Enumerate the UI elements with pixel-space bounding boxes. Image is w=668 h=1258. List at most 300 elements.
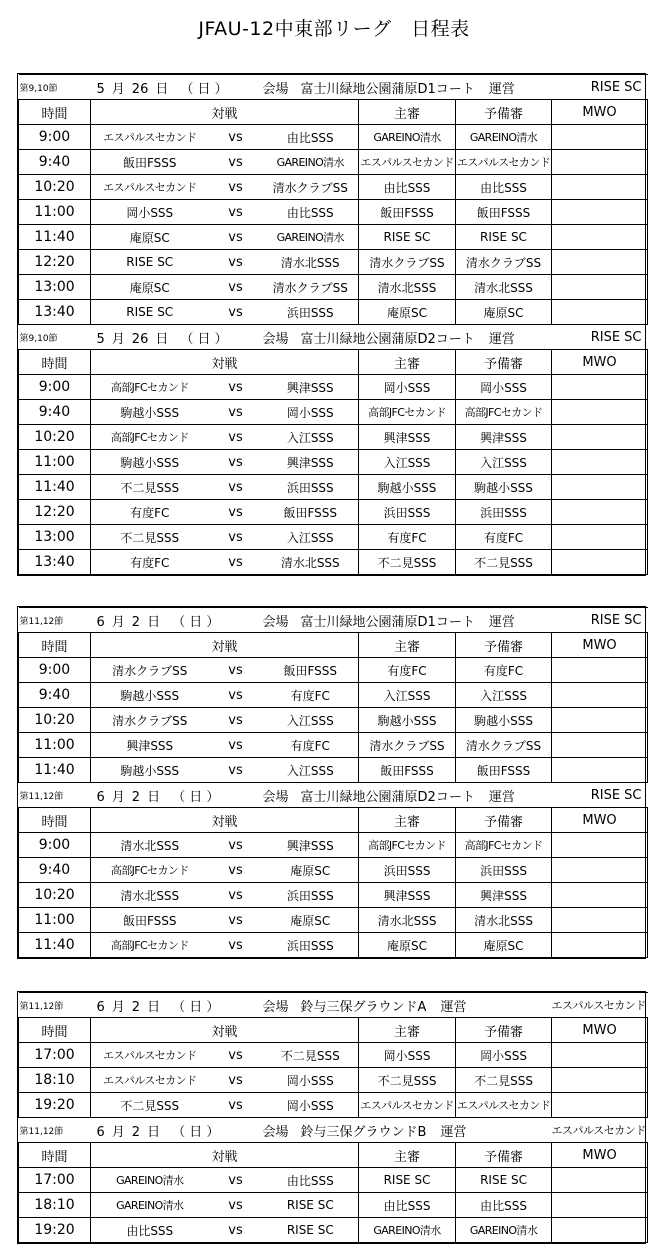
referee: 清水北SSS [359,275,456,300]
match-row [19,400,648,425]
reserve-referee: GAREINO清水 [456,125,552,150]
referee: 高部JFCセカンド [359,400,456,425]
mwo-cell [552,200,648,225]
round-label: 第11,12節 [19,608,91,633]
date-day-label: 日 [155,331,169,347]
mwo-cell [552,225,648,250]
vs-label: vs [209,758,263,783]
date-month: 6 [96,999,105,1015]
away-team: 清水クラブSS [263,175,359,200]
home-team: 由比SSS [91,1218,209,1243]
column-header-mwo: MWO [552,633,648,658]
date-weekday: （ 日 ） [172,614,220,630]
away-team: 由比SSS [263,1168,359,1193]
vs-label: vs [209,225,263,250]
match-time: 11:00 [19,733,91,758]
match-time: 9:00 [19,833,91,858]
mwo-cell [552,525,648,550]
match-time: 19:20 [19,1218,91,1243]
schedule-block-june-miho [17,991,646,1244]
reserve-referee: RISE SC [456,225,552,250]
vs-label: vs [209,1168,263,1193]
reserve-referee: 不二見SSS [456,1068,552,1093]
column-header-mwo: MWO [552,100,648,125]
home-team: 清水北SSS [91,833,209,858]
vs-label: vs [209,1093,263,1118]
away-team: 清水北SSS [263,550,359,575]
away-team: 庵原SC [263,908,359,933]
date-day: 2 [131,999,141,1015]
match-row [19,375,648,400]
mwo-cell [552,833,648,858]
referee: 岡小SSS [359,1043,456,1068]
vs-label: vs [209,550,263,575]
section-header [19,783,648,808]
reserve-referee: 庵原SC [456,300,552,325]
column-header-reserve: 予備審 [456,350,552,375]
manager-label: 運営 [488,614,515,630]
match-time: 11:40 [19,758,91,783]
mwo-cell [552,1068,648,1093]
home-team: 庵原SC [91,275,209,300]
date-day-label: 日 [147,614,161,630]
home-team: 高部JFCセカンド [91,933,209,958]
mwo-cell [552,683,648,708]
away-team: 興津SSS [263,833,359,858]
mwo-cell [552,1218,648,1243]
venue-name: 富士川緑地公園蒲原D2コート [300,331,475,347]
mwo-cell [552,933,648,958]
date-month: 5 [96,81,105,97]
vs-label: vs [209,450,263,475]
match-time: 17:00 [19,1168,91,1193]
mwo-cell [552,375,648,400]
home-team: 駒越小SSS [91,450,209,475]
away-team: 有度FC [263,733,359,758]
column-header-referee: 主審 [359,350,456,375]
referee: エスパルスセカンド [359,1093,456,1118]
match-row [19,1068,648,1093]
vs-label: vs [209,525,263,550]
referee: 不二見SSS [359,550,456,575]
match-row [19,1043,648,1068]
match-row [19,858,648,883]
match-row [19,683,648,708]
reserve-referee: 庵原SC [456,933,552,958]
home-team: 清水クラブSS [91,658,209,683]
referee: 有度FC [359,525,456,550]
manager-name: RISE SC [552,325,648,350]
mwo-cell [552,908,648,933]
mwo-cell [552,250,648,275]
reserve-referee: 由比SSS [456,1193,552,1218]
match-time: 18:10 [19,1068,91,1093]
away-team: 由比SSS [263,200,359,225]
match-time: 11:00 [19,450,91,475]
away-team: 浜田SSS [263,475,359,500]
reserve-referee: 高部JFCセカンド [456,400,552,425]
column-header-time: 時間 [19,808,91,833]
match-time: 19:20 [19,1093,91,1118]
mwo-cell [552,758,648,783]
referee: RISE SC [359,225,456,250]
home-team: 飯田FSSS [91,150,209,175]
match-time: 9:00 [19,125,91,150]
venue-label: 会場 [262,331,289,347]
match-time: 10:20 [19,175,91,200]
venue-label: 会場 [262,999,289,1015]
referee: エスパルスセカンド [359,150,456,175]
match-row [19,908,648,933]
round-label: 第11,12節 [19,783,91,808]
date-day-label: 日 [155,81,169,97]
column-header-row [19,633,648,658]
mwo-cell [552,1168,648,1193]
column-header-time: 時間 [19,633,91,658]
date-month-label: 月 [111,1124,125,1140]
vs-label: vs [209,475,263,500]
column-header-reserve: 予備審 [456,808,552,833]
match-row [19,1168,648,1193]
venue-label: 会場 [262,789,289,805]
reserve-referee: エスパルスセカンド [456,1093,552,1118]
vs-label: vs [209,908,263,933]
mwo-cell [552,125,648,150]
away-team: 浜田SSS [263,933,359,958]
home-team: エスパルスセカンド [91,125,209,150]
reserve-referee: 清水北SSS [456,908,552,933]
date-weekday: （ 日 ） [172,999,220,1015]
date-label [91,325,263,350]
referee: 浜田SSS [359,500,456,525]
match-time: 9:00 [19,658,91,683]
venue [263,608,552,633]
away-team: 興津SSS [263,375,359,400]
match-time: 11:40 [19,475,91,500]
venue [263,75,552,100]
column-header-match: 対戦 [91,1018,359,1043]
match-row [19,275,648,300]
away-team: 清水クラブSS [263,275,359,300]
match-row [19,300,648,325]
date-day: 26 [131,331,149,347]
vs-label: vs [209,858,263,883]
column-header-time: 時間 [19,1018,91,1043]
venue [263,993,552,1018]
home-team: 不二見SSS [91,525,209,550]
column-header-match: 対戦 [91,350,359,375]
column-header-mwo: MWO [552,1018,648,1043]
reserve-referee: 岡小SSS [456,375,552,400]
referee: RISE SC [359,1168,456,1193]
match-time: 9:40 [19,150,91,175]
venue [263,1118,552,1143]
date-month: 5 [96,331,105,347]
away-team: 岡小SSS [263,400,359,425]
away-team: 浜田SSS [263,883,359,908]
column-header-reserve: 予備審 [456,1143,552,1168]
column-header-referee: 主審 [359,633,456,658]
manager-name: RISE SC [552,783,648,808]
column-header-row [19,100,648,125]
mwo-cell [552,858,648,883]
match-time: 12:20 [19,250,91,275]
vs-label: vs [209,833,263,858]
home-team: 駒越小SSS [91,400,209,425]
referee: 有度FC [359,658,456,683]
match-row [19,200,648,225]
vs-label: vs [209,250,263,275]
match-row [19,125,648,150]
venue-name: 富士川緑地公園蒲原D2コート [300,789,475,805]
away-team: GAREINO清水 [263,225,359,250]
date-label [91,783,263,808]
match-time: 17:00 [19,1043,91,1068]
date-month-label: 月 [111,614,125,630]
vs-label: vs [209,683,263,708]
home-team: 駒越小SSS [91,758,209,783]
date-day-label: 日 [147,999,161,1015]
match-time: 12:20 [19,500,91,525]
referee: 清水クラブSS [359,250,456,275]
match-row [19,500,648,525]
match-time: 11:40 [19,225,91,250]
column-header-match: 対戦 [91,633,359,658]
date-day: 2 [131,789,141,805]
match-time: 13:00 [19,525,91,550]
match-row [19,225,648,250]
home-team: RISE SC [91,250,209,275]
venue-name: 鈴与三保グラウンドB [300,1124,427,1140]
mwo-cell [552,733,648,758]
referee: 入江SSS [359,683,456,708]
home-team: 高部JFCセカンド [91,858,209,883]
column-header-row [19,808,648,833]
match-row [19,1093,648,1118]
home-team: 庵原SC [91,225,209,250]
match-row [19,1218,648,1243]
column-header-referee: 主審 [359,1143,456,1168]
match-time: 13:40 [19,550,91,575]
date-month-label: 月 [111,331,125,347]
match-time: 10:20 [19,425,91,450]
venue-name: 鈴与三保グラウンドA [300,999,427,1015]
reserve-referee: 興津SSS [456,883,552,908]
reserve-referee: GAREINO清水 [456,1218,552,1243]
vs-label: vs [209,1218,263,1243]
mwo-cell [552,708,648,733]
referee: 入江SSS [359,450,456,475]
home-team: 有度FC [91,500,209,525]
match-row [19,525,648,550]
mwo-cell [552,500,648,525]
match-row [19,733,648,758]
column-header-match: 対戦 [91,808,359,833]
section-header [19,608,648,633]
home-team: 不二見SSS [91,1093,209,1118]
reserve-referee: 清水北SSS [456,275,552,300]
reserve-referee: 高部JFCセカンド [456,833,552,858]
referee: 庵原SC [359,300,456,325]
away-team: RISE SC [263,1218,359,1243]
manager-name: RISE SC [552,75,648,100]
referee: 興津SSS [359,425,456,450]
match-time: 9:40 [19,683,91,708]
mwo-cell [552,300,648,325]
vs-label: vs [209,658,263,683]
date-month-label: 月 [111,789,125,805]
column-header-reserve: 予備審 [456,1018,552,1043]
reserve-referee: 有度FC [456,525,552,550]
date-day-label: 日 [147,1124,161,1140]
manager-name: エスパルスセカンド [552,993,648,1018]
page-title: JFAU-12中東部リーグ 日程表 [198,18,470,40]
reserve-referee: 入江SSS [456,450,552,475]
venue-label: 会場 [262,1124,289,1140]
column-header-row [19,350,648,375]
manager-name: RISE SC [552,608,648,633]
match-time: 13:00 [19,275,91,300]
section-header [19,325,648,350]
home-team: 清水北SSS [91,883,209,908]
vs-label: vs [209,500,263,525]
home-team: 不二見SSS [91,475,209,500]
vs-label: vs [209,275,263,300]
vs-label: vs [209,733,263,758]
vs-label: vs [209,375,263,400]
schedule-block-june-fujikawa [17,606,646,959]
mwo-cell [552,1043,648,1068]
venue [263,783,552,808]
mwo-cell [552,425,648,450]
mwo-cell [552,883,648,908]
away-team: 岡小SSS [263,1068,359,1093]
match-row [19,150,648,175]
date-label [91,993,263,1018]
date-day-label: 日 [147,789,161,805]
match-time: 9:00 [19,375,91,400]
reserve-referee: エスパルスセカンド [456,150,552,175]
date-month: 6 [96,1124,105,1140]
column-header-referee: 主審 [359,808,456,833]
referee: 駒越小SSS [359,475,456,500]
column-header-row [19,1018,648,1043]
reserve-referee: 入江SSS [456,683,552,708]
match-time: 18:10 [19,1193,91,1218]
match-row [19,1193,648,1218]
match-row [19,450,648,475]
match-time: 9:40 [19,400,91,425]
vs-label: vs [209,150,263,175]
date-label [91,75,263,100]
referee: 不二見SSS [359,1068,456,1093]
mwo-cell [552,1193,648,1218]
column-header-reserve: 予備審 [456,100,552,125]
away-team: RISE SC [263,1193,359,1218]
vs-label: vs [209,708,263,733]
home-team: RISE SC [91,300,209,325]
date-weekday: （ 日 ） [172,1124,220,1140]
referee: 駒越小SSS [359,708,456,733]
date-label [91,1118,263,1143]
date-day: 2 [131,1124,141,1140]
venue-label: 会場 [262,614,289,630]
date-month-label: 月 [111,999,125,1015]
referee: GAREINO清水 [359,125,456,150]
match-time: 11:00 [19,908,91,933]
match-row [19,175,648,200]
vs-label: vs [209,175,263,200]
referee: 高部JFCセカンド [359,833,456,858]
home-team: 有度FC [91,550,209,575]
home-team: 飯田FSSS [91,908,209,933]
column-header-time: 時間 [19,350,91,375]
away-team: 浜田SSS [263,300,359,325]
away-team: 入江SSS [263,758,359,783]
date-day: 26 [131,81,149,97]
column-header-time: 時間 [19,1143,91,1168]
reserve-referee: 不二見SSS [456,550,552,575]
manager-label: 運営 [488,81,515,97]
column-header-time: 時間 [19,100,91,125]
vs-label: vs [209,933,263,958]
mwo-cell [552,150,648,175]
section-header [19,993,648,1018]
match-row [19,425,648,450]
column-header-mwo: MWO [552,350,648,375]
home-team: GAREINO清水 [91,1193,209,1218]
reserve-referee: 有度FC [456,658,552,683]
away-team: 飯田FSSS [263,500,359,525]
date-month: 6 [96,614,105,630]
away-team: 庵原SC [263,858,359,883]
match-time: 10:20 [19,708,91,733]
away-team: 由比SSS [263,125,359,150]
home-team: 駒越小SSS [91,683,209,708]
date-day: 2 [131,614,141,630]
reserve-referee: 興津SSS [456,425,552,450]
vs-label: vs [209,1068,263,1093]
match-time: 13:40 [19,300,91,325]
column-header-mwo: MWO [552,1143,648,1168]
away-team: 岡小SSS [263,1093,359,1118]
referee: GAREINO清水 [359,1218,456,1243]
mwo-cell [552,475,648,500]
vs-label: vs [209,1193,263,1218]
manager-label: 運営 [488,331,515,347]
vs-label: vs [209,883,263,908]
away-team: GAREINO清水 [263,150,359,175]
reserve-referee: 浜田SSS [456,858,552,883]
referee: 清水北SSS [359,908,456,933]
away-team: 有度FC [263,683,359,708]
home-team: 興津SSS [91,733,209,758]
home-team: 高部JFCセカンド [91,375,209,400]
away-team: 飯田FSSS [263,658,359,683]
away-team: 入江SSS [263,525,359,550]
referee: 飯田FSSS [359,758,456,783]
match-row [19,883,648,908]
away-team: 清水北SSS [263,250,359,275]
date-month: 6 [96,789,105,805]
manager-label: 運営 [440,999,467,1015]
home-team: 岡小SSS [91,200,209,225]
referee: 浜田SSS [359,858,456,883]
away-team: 不二見SSS [263,1043,359,1068]
reserve-referee: 飯田FSSS [456,200,552,225]
away-team: 入江SSS [263,425,359,450]
round-label: 第9,10節 [19,325,91,350]
